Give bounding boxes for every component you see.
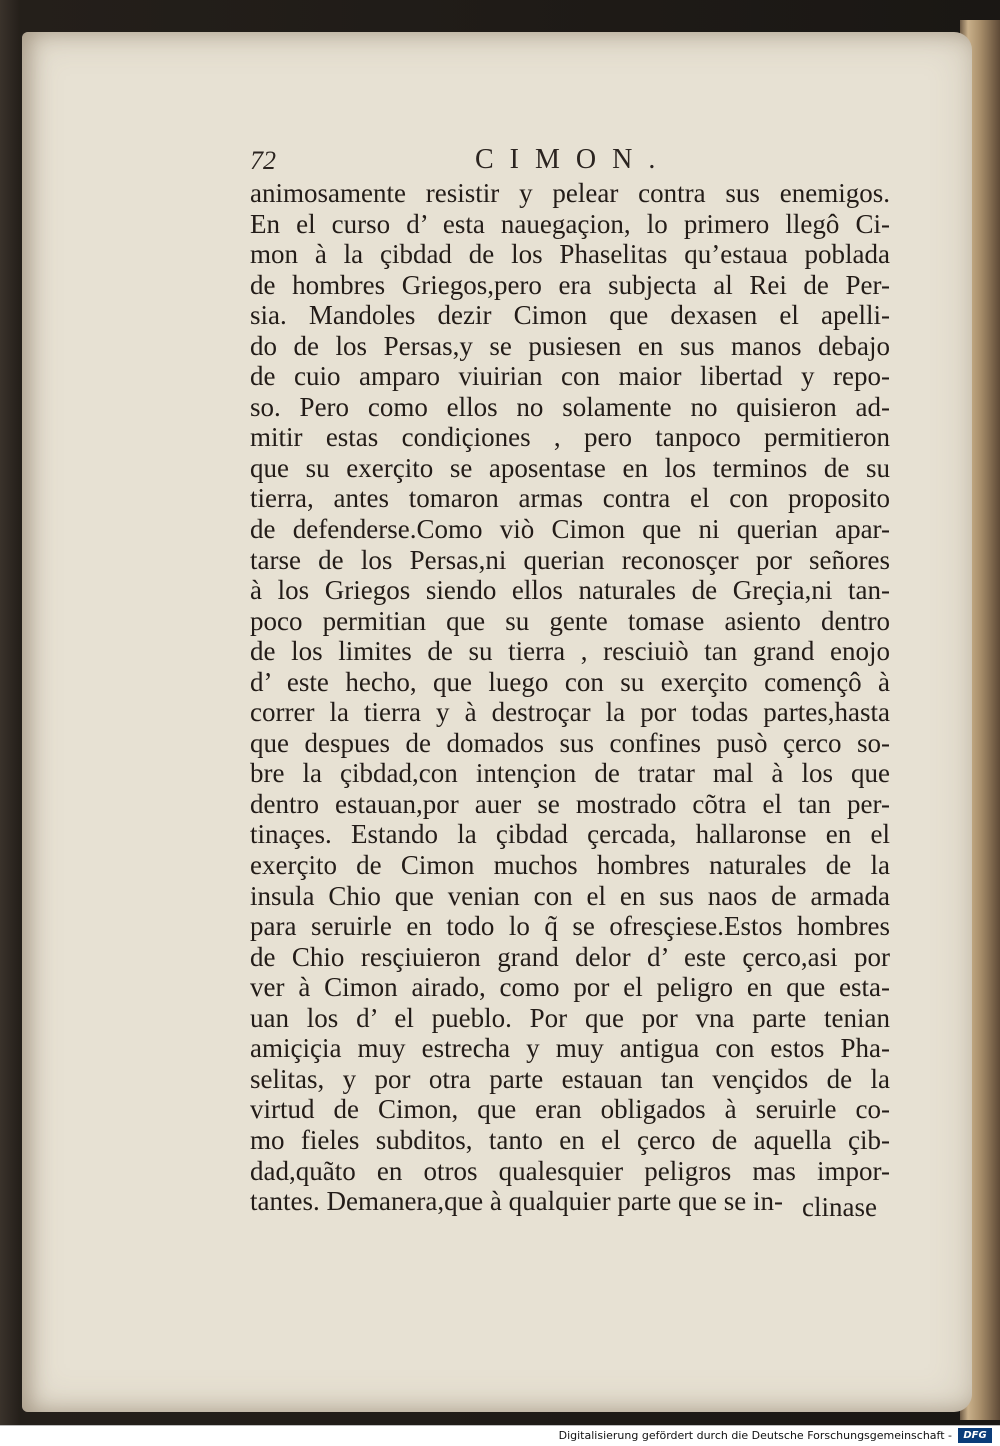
footer-credit: Digitalisierung gefördert durch die Deutsche Forschungsgemeinschaft - xyxy=(558,1429,952,1442)
text-line: de los limites de su tierra , resciuiò tan grand enojo xyxy=(250,636,890,667)
text-line: de Chio resçiuieron grand delor d’ este çerco,asi por xyxy=(250,941,890,972)
text-line: correr la tierra y à destroçar la por todas partes,hasta xyxy=(250,697,890,728)
text-line: tierra, antes tomaron armas contra el con proposito xyxy=(250,483,890,514)
running-head: CIMON. xyxy=(475,144,672,175)
footer-bar xyxy=(0,1425,1000,1446)
text-line: En el curso d’ esta nauegaçion, lo primero llegô Ci- xyxy=(250,208,890,239)
text-line: ver à Cimon airado, como por el peligro en que esta- xyxy=(250,972,890,1003)
text-line: animosamente resistir y pelear contra sus enemigos. xyxy=(250,178,890,208)
text-line: sia. Mandoles dezir Cimon que dexasen el apelli- xyxy=(250,300,890,331)
text-line: insula Chio que venian con el en sus naos de armada xyxy=(250,880,890,911)
text-line: dad,quãto en otros qualesquier peligros mas impor- xyxy=(250,1155,890,1186)
text-line: mitir estas condiçiones , pero tanpoco permitieron xyxy=(250,422,890,453)
text-line: exerçito de Cimon muchos hombres naturales de la xyxy=(250,850,890,881)
text-line: bre la çibdad,con intençion de tratar mal à los que xyxy=(250,758,890,789)
text-line: poco permitian que su gente tomase asiento dentro xyxy=(250,605,890,636)
text-line: do de los Persas,y se pusiesen en sus manos debajo xyxy=(250,330,890,361)
text-line: que su exerçito se aposentase en los terminos de su xyxy=(250,452,890,483)
text-line: amiçiçia muy estrecha y muy antigua con estos Pha- xyxy=(250,1033,890,1064)
text-line: so. Pero como ellos no solamente no quisieron ad- xyxy=(250,391,890,422)
body-text xyxy=(250,178,890,1217)
dfg-logo: DFG xyxy=(958,1428,992,1443)
text-line: dentro estauan,por auer se mostrado cõtra el tan per- xyxy=(250,788,890,819)
text-line: de cuio amparo viuirian con maior libertad y repo- xyxy=(250,361,890,392)
text-line: que despues de domados sus confines pusò çerco so- xyxy=(250,727,890,758)
text-line: para seruirle en todo lo q̃ se ofresçiese.Estos hombres xyxy=(250,911,890,942)
text-line: mo fieles subditos, tanto en el çerco de aquella çib- xyxy=(250,1124,890,1155)
text-line: à los Griegos siendo ellos naturales de Greçia,ni tan- xyxy=(250,575,890,606)
text-line: tantes. Demanera,que à qualquier parte que se in- xyxy=(250,1186,784,1217)
text-line: virtud de Cimon, que eran obligados à seruirle co- xyxy=(250,1094,890,1125)
text-line: de defenderse.Como viò Cimon que ni querian apar- xyxy=(250,514,890,545)
text-line: d’ este hecho, que luego con su exerçito començô à xyxy=(250,666,890,697)
text-line: selitas, y por otra parte estauan tan vençidos de la xyxy=(250,1063,890,1094)
text-line: tinaçes. Estando la çibdad çercada, hallaronse en el xyxy=(250,819,890,850)
text-line: uan los d’ el pueblo. Por que por vna parte tenian xyxy=(250,1002,890,1033)
page-number: 72 xyxy=(250,146,276,175)
text-line: de hombres Griegos,pero era subjecta al Rei de Per- xyxy=(250,269,890,300)
text-line: tarse de los Persas,ni querian reconosçer por señores xyxy=(250,544,890,575)
catchword: clinase xyxy=(802,1192,877,1222)
text-line: mon à la çibdad de los Phaselitas qu’estaua poblada xyxy=(250,239,890,270)
